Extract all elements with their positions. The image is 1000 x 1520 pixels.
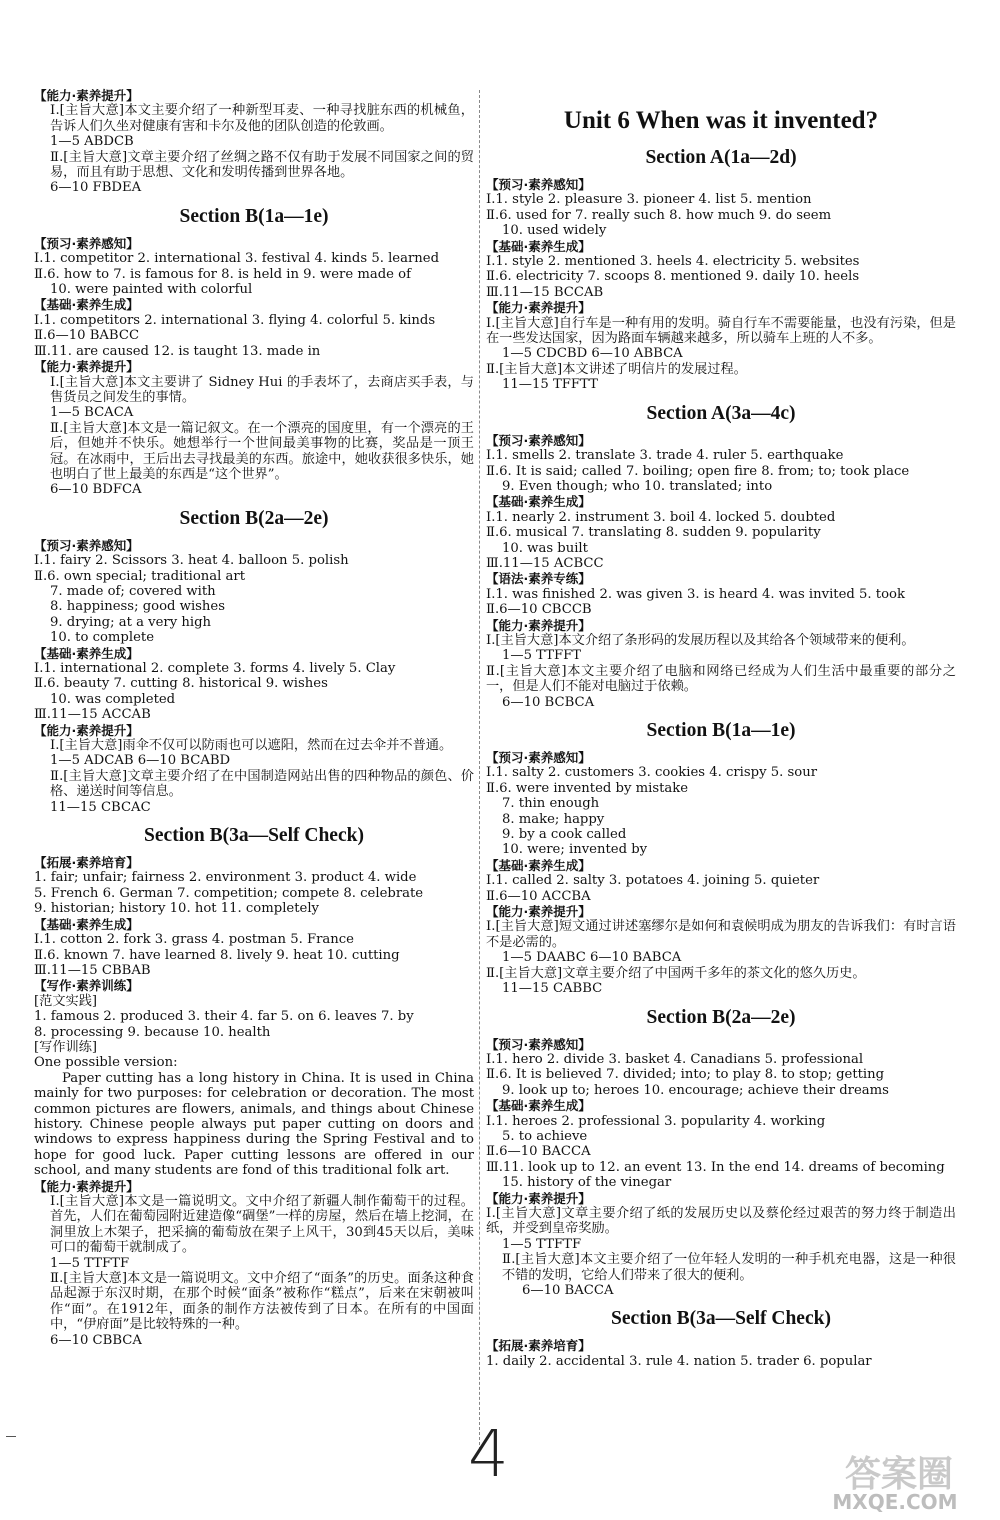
answer-line: Ⅲ.11—15 ACBCC bbox=[486, 555, 604, 571]
answer-line: Ⅰ.1. competitors 2. international 3. flying 4. colorful 5. kinds bbox=[34, 312, 436, 328]
subsection-label: 【能力·素养提升】 bbox=[486, 300, 591, 316]
answer-line: 1—5 ABDCB bbox=[50, 134, 134, 150]
subsection-label: 【能力·素养提升】 bbox=[486, 904, 591, 920]
answer-line: 9. Even though; who 10. translated; into bbox=[502, 478, 773, 494]
answer-line: Ⅰ.1. nearly 2. instrument 3. boil 4. locked 5. doubted bbox=[486, 509, 836, 525]
answer-line: Ⅲ.11—15 CBBAB bbox=[34, 962, 151, 978]
answer-line: Ⅰ.1. heroes 2. professional 3. popularity 4. working bbox=[486, 1113, 826, 1129]
subsection-label: 【拓展·素养培育】 bbox=[486, 1338, 591, 1354]
answer-line: 7. made of; covered with bbox=[50, 583, 216, 599]
answer-line: Ⅱ.6. how to 7. is famous for 8. is held in 9. were made of bbox=[34, 266, 411, 282]
answer-line: Ⅰ.1. fairy 2. Scissors 3. heat 4. balloon 5. polish bbox=[34, 553, 349, 569]
answer-line: 1—5 ADCAB 6—10 BCABD bbox=[50, 753, 231, 769]
answer-line: Ⅱ.6. own special; traditional art bbox=[34, 568, 245, 584]
section-heading: Section B(3a—Self Check) bbox=[611, 1308, 831, 1330]
answer-line: Ⅰ.[主旨大意]短文通过讲述塞缪尔是如何和袁候明成为朋友的告诉我们：有时言语不是必需的。 bbox=[486, 919, 956, 950]
answer-line: Ⅱ.6. electricity 7. scoops 8. mentioned 9. daily 10. heels bbox=[486, 269, 860, 285]
answer-line: Ⅱ.6. It is said; called 7. boiling; open fire 8. from; to; took place bbox=[486, 463, 910, 479]
answer-line: Ⅰ.[主旨大意]文章主要介绍了纸的发展历史以及蔡伦经过艰苦的努力终于制造出纸，并受到皇帝奖励。 bbox=[486, 1205, 956, 1237]
answer-line: Ⅰ.1. hero 2. divide 3. basket 4. Canadians 5. professional bbox=[486, 1051, 864, 1067]
answer-line: 11—15 TFFTT bbox=[502, 377, 598, 393]
subsection-label: 【基础·素养生成】 bbox=[486, 1098, 591, 1114]
answer-line: 9. by a cook called bbox=[502, 827, 627, 843]
answer-line: 1—5 TTFFT bbox=[502, 648, 582, 664]
answer-line: [写作训练] bbox=[34, 1039, 98, 1055]
answer-line: 1. famous 2. produced 3. their 4. far 5. on 6. leaves 7. by bbox=[34, 1009, 414, 1025]
answer-line: 6—10 BCBCA bbox=[502, 694, 595, 710]
answer-line: Ⅲ.11. look up to 12. an event 13. In the end 14. dreams of becoming bbox=[486, 1159, 945, 1175]
column-divider bbox=[479, 90, 480, 1450]
subsection-label: 【预习·素养感知】 bbox=[34, 235, 139, 251]
footer-mark bbox=[6, 1436, 16, 1437]
answer-line: 10. used widely bbox=[502, 223, 607, 239]
subsection-label: 【能力·素养提升】 bbox=[34, 359, 139, 375]
section-heading: Section B(1a—1e) bbox=[646, 720, 796, 741]
subsection-label: 【基础·素养生成】 bbox=[486, 238, 591, 254]
answer-line: Ⅲ.11. are caused 12. is taught 13. made in bbox=[34, 343, 321, 359]
answer-line: 6—10 BACCA bbox=[522, 1283, 614, 1298]
answer-line: Ⅰ.1. international 2. complete 3. forms 4. lively 5. Clay bbox=[34, 661, 396, 676]
answer-line: Ⅰ.[主旨大意]本文介绍了条形码的发展历程以及其给各个领域带来的便利。 bbox=[486, 632, 915, 648]
answer-line: Ⅰ.1. smells 2. translate 3. trade 4. ruler 5. earthquake bbox=[486, 448, 844, 464]
answer-line: 6—10 CBBCA bbox=[50, 1332, 142, 1348]
answer-line: Ⅱ.[主旨大意]本文讲述了明信片的发展过程。 bbox=[486, 361, 747, 377]
answer-line: 7. thin enough bbox=[502, 796, 600, 812]
answer-line: One possible version: bbox=[34, 1055, 178, 1071]
answer-line: Ⅱ.6—10 ACCBA bbox=[486, 888, 591, 904]
answer-line: 1—5 BCACA bbox=[50, 405, 134, 421]
subsection-label: 【写作·素养训练】 bbox=[34, 978, 139, 994]
answer-line: 11—15 CABBC bbox=[502, 981, 603, 997]
answer-line: 9. historian; history 10. hot 11. completely bbox=[34, 901, 319, 917]
answer-line: Ⅰ.1. style 2. mentioned 3. heels 4. electricity 5. websites bbox=[486, 254, 860, 270]
page-number: 4 bbox=[468, 1418, 509, 1492]
answer-line: Ⅲ.11—15 ACCAB bbox=[34, 707, 151, 723]
subsection-label: 【拓展·素养培育】 bbox=[34, 855, 139, 871]
answer-line: 10. was completed bbox=[50, 691, 176, 707]
answer-line: 11—15 CBCAC bbox=[50, 799, 151, 815]
subsection-label: 【能力·素养提升】 bbox=[486, 1190, 591, 1206]
answer-line: Ⅱ.6. It is believed 7. divided; into; to play 8. to stop; getting bbox=[486, 1067, 885, 1083]
subsection-label: 【基础·素养生成】 bbox=[486, 857, 591, 873]
answer-line: Ⅰ.1. was finished 2. was given 3. is heard 4. was invited 5. took bbox=[486, 586, 905, 602]
section-heading: Section B(1a—1e) bbox=[179, 205, 329, 227]
watermark-logo: 答案圈 bbox=[844, 1454, 953, 1495]
subsection-label: 【能力·素养提升】 bbox=[34, 88, 139, 103]
answer-line: 1—5 DAABC 6—10 BABCA bbox=[502, 950, 682, 966]
subsection-label: 【预习·素养感知】 bbox=[486, 1036, 591, 1052]
answer-line: Ⅱ.6. were invented by mistake bbox=[486, 780, 689, 796]
answer-line: Ⅱ.6—10 BACCA bbox=[486, 1144, 591, 1160]
answer-line: Ⅰ.1. called 2. salty 3. potatoes 4. joining 5. quieter bbox=[486, 873, 820, 889]
answer-line: 1. daily 2. accidental 3. rule 4. nation 5. trader 6. popular bbox=[486, 1353, 872, 1369]
subsection-label: 【预习·素养感知】 bbox=[486, 750, 591, 765]
answer-line: 8. make; happy bbox=[502, 811, 605, 827]
answer-line: 1—5 CDCBD 6—10 ABBCA bbox=[502, 346, 683, 362]
answer-line: Ⅰ.[主旨大意]自行车是一种有用的发明。骑自行车不需要能量，也没有污染，但是在一些发达国家，因为路面车辆越来越多，所以骑车上班的人不多。 bbox=[486, 315, 956, 347]
answer-line: Ⅱ.[主旨大意]文章主要介绍了在中国制造网站出售的四种物品的颜色、价格、递送时间等信息。 bbox=[50, 768, 474, 800]
answer-line: 10. were; invented by bbox=[502, 842, 648, 858]
subsection-label: 【能力·素养提升】 bbox=[34, 1178, 139, 1194]
answer-line: 1—5 TTFTF bbox=[50, 1255, 130, 1271]
answer-line: 9. look up to; heroes 10. encourage; achieve their dreams bbox=[502, 1082, 889, 1098]
watermark-url: MXQE.COM bbox=[832, 1490, 958, 1514]
answer-line: Ⅰ.1. style 2. pleasure 3. pioneer 4. list 5. mention bbox=[486, 192, 812, 208]
answer-line: 9. drying; at a very high bbox=[50, 614, 212, 630]
answer-line: 10. was built bbox=[502, 540, 588, 556]
answer-line: 1—5 TTFTF bbox=[502, 1236, 582, 1252]
answer-line: Ⅰ.[主旨大意]本文是一篇说明文。文中介绍了新疆人制作葡萄干的过程。首先，人们在葡萄园附近建造像“碉堡”一样的房屋，然后在墙上挖洞，在洞里放上木架子，把采摘的葡萄放在架子上风干，30到45天以后，美味可口的葡萄干就制成了。 bbox=[50, 1194, 474, 1256]
subsection-label: 【预习·素养感知】 bbox=[486, 432, 591, 448]
section-heading: Section B(2a—2e) bbox=[179, 507, 329, 529]
subsection-label: 【预习·素养感知】 bbox=[486, 177, 591, 192]
subsection-label: 【基础·素养生成】 bbox=[34, 297, 139, 313]
answer-line: Ⅰ.1. competitor 2. international 3. festival 4. kinds 5. learned bbox=[34, 251, 440, 267]
subsection-label: 【基础·素养生成】 bbox=[34, 916, 139, 932]
answer-line: Ⅱ.6. known 7. have learned 8. lively 9. heat 10. cutting bbox=[34, 947, 400, 963]
answer-line: Ⅱ.6—10 CBCCB bbox=[486, 602, 592, 618]
right-column bbox=[486, 88, 956, 1369]
section-heading: Section A(3a—4c) bbox=[646, 402, 796, 424]
subsection-label: 【能力·素养提升】 bbox=[34, 722, 139, 738]
answer-line: 6—10 BDFCA bbox=[50, 482, 142, 498]
answer-line: Ⅱ.6. beauty 7. cutting 8. historical 9. wishes bbox=[34, 676, 328, 692]
answer-line: Ⅲ.11—15 BCCAB bbox=[486, 284, 604, 300]
subsection-label: 【语法·素养专练】 bbox=[486, 571, 591, 587]
answer-line: Ⅱ.6—10 BABCC bbox=[34, 328, 140, 344]
answer-line: Ⅰ.1. salty 2. customers 3. cookies 4. crispy 5. sour bbox=[486, 765, 818, 781]
answer-line: [范文实践] bbox=[34, 993, 98, 1009]
answer-line: 5. French 6. German 7. competition; compete 8. celebrate bbox=[34, 885, 424, 901]
unit-title: Unit 6 When was it invented? bbox=[563, 107, 879, 134]
answer-line: 6—10 FBDEA bbox=[50, 180, 142, 196]
answer-line: Ⅱ.[主旨大意]本文主要介绍了一位年轻人发明的一种手机充电器，这是一种很不错的发明，它给人们带来了很大的便利。 bbox=[502, 1252, 956, 1283]
answer-line: 8. happiness; good wishes bbox=[50, 599, 225, 615]
answer-line: Ⅱ.[主旨大意]文章主要介绍了丝绸之路不仅有助于发展不同国家之间的贸易，而且有助于思想、文化和发明传播到世界各地。 bbox=[50, 149, 474, 181]
answer-line: 10. were painted with colorful bbox=[50, 282, 253, 298]
answer-line: Ⅰ.1. cotton 2. fork 3. grass 4. postman 5. France bbox=[34, 932, 354, 948]
answer-line: 1. fair; unfair; fairness 2. environment 3. product 4. wide bbox=[34, 870, 417, 886]
answer-line: Ⅰ.[主旨大意]本文主要讲了 Sidney Hui 的手表坏了，去商店买手表，与售货员之间发生的事情。 bbox=[50, 374, 474, 405]
answer-line: Ⅱ.[主旨大意]本文主要介绍了电脑和网络已经成为人们生活中最重要的部分之一，但是人们不能对电脑过于依赖。 bbox=[486, 663, 956, 695]
subsection-label: 【基础·素养生成】 bbox=[486, 494, 591, 510]
answer-line: Ⅱ.6. musical 7. translating 8. sudden 9. popularity bbox=[486, 525, 821, 541]
answer-line: Paper cutting has a long history in China. It is used in China mainly for two purposes: for celebration or decoration. The most common pictures are flowers, animals, and things about Chinese history. Chinese people always put paper cutting on doors and windows to express happiness during the Spring Festival and to hope for good luck. Paper cutting lessons are offered in our school, and many students are fond of this traditional folk art. bbox=[34, 1070, 474, 1179]
answer-line: Ⅱ.6. used for 7. really such 8. how much 9. do seem bbox=[486, 207, 832, 223]
section-heading: Section B(2a—2e) bbox=[646, 1006, 796, 1028]
answer-line: 10. to complete bbox=[50, 630, 154, 646]
subsection-label: 【能力·素养提升】 bbox=[486, 617, 591, 633]
section-heading: Section B(3a—Self Check) bbox=[144, 825, 364, 847]
answer-line: Ⅱ.[主旨大意]本文是一篇说明文。文中介绍了“面条”的历史。面条这种食品起源于东汉时期，在那个时候“面条”被称作“糕点”，后来在宋朝被叫作“面”。在1912年，面条的制作方法被传到了日本。在所有的中国面中，“伊府面”是比较特殊的一种。 bbox=[50, 1271, 474, 1333]
answer-line: Ⅱ.[主旨大意]文章主要介绍了中国两千多年的茶文化的悠久历史。 bbox=[486, 965, 866, 981]
answer-line: 15. history of the vinegar bbox=[502, 1175, 672, 1191]
answer-line: Ⅰ.[主旨大意]雨伞不仅可以防雨也可以遮阳，然而在过去伞并不普通。 bbox=[50, 738, 453, 754]
answer-line: Ⅰ.[主旨大意]本文主要介绍了一种新型耳麦、一种寻找脏东西的机械鱼，告诉人们久坐对健康有害和卡尔及他的团队创造的伦敦画。 bbox=[50, 103, 474, 134]
subsection-label: 【基础·素养生成】 bbox=[34, 645, 139, 661]
subsection-label: 【预习·素养感知】 bbox=[34, 537, 139, 553]
left-column bbox=[34, 88, 474, 1348]
answer-line: 8. processing 9. because 10. health bbox=[34, 1024, 271, 1040]
answer-line: Ⅱ.[主旨大意]本文是一篇记叙文。在一个漂亮的国度里，有一个漂亮的王后，但她并不快乐。她想举行一个世间最美事物的比赛，奖品是一顶王冠。在冰雨中，王后出去寻找最美的东西。旅途中，她收获很多快乐，她也明白了世上最美的东西是“这个世界”。 bbox=[50, 420, 474, 482]
section-heading: Section A(1a—2d) bbox=[645, 147, 797, 168]
answer-line: 5. to achieve bbox=[502, 1128, 588, 1144]
